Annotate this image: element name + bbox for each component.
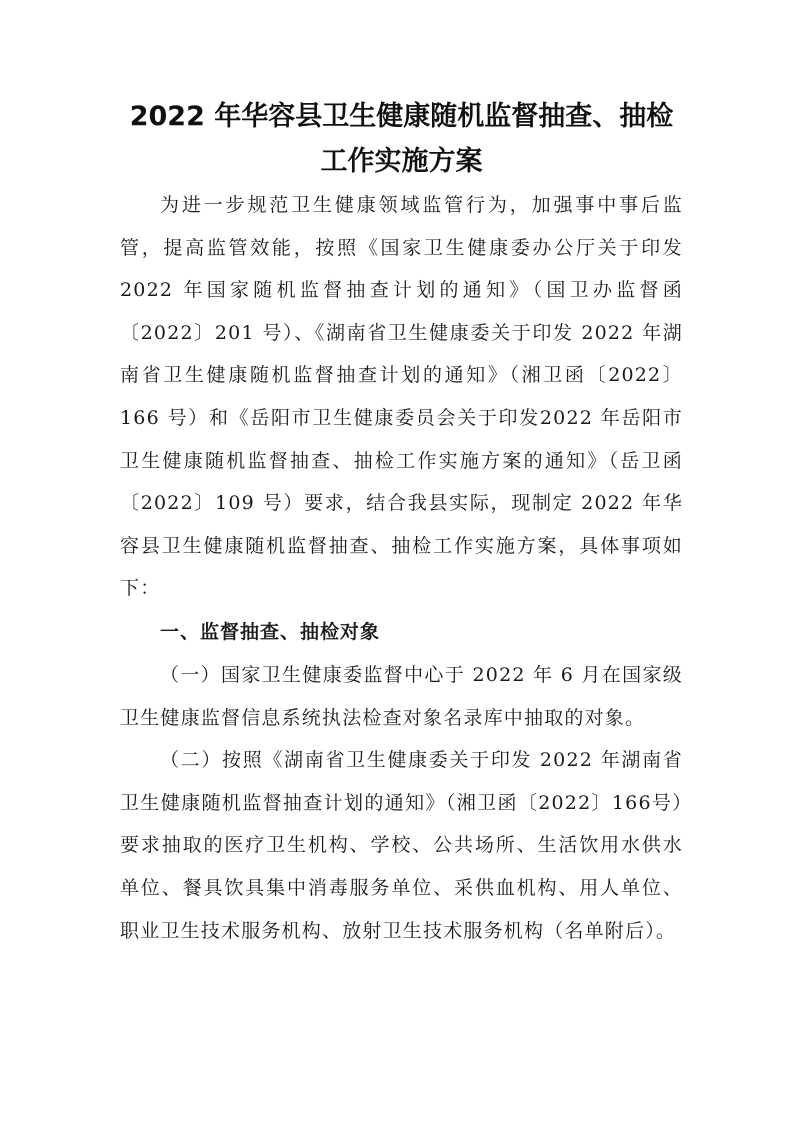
intro-paragraph: 为进一步规范卫生健康领域监管行为，加强事中事后监管，提高监管效能，按照《国家卫生健康委办公厅关于印发2022 年国家随机监督抽查计划的通知》（国卫办监督函〔2022〕201 号）、《湖南省卫生健康委关于印发 2022 年湖南省卫生健康随机监督抽查计划的通知》（湘卫函〔2022〕166 号）和《岳阳市卫生健康委员会关于印发2022 年岳阳市卫生健康随机监督抽查、抽检工作实施方案的通知》（岳卫函〔2022〕109 号）要求，结合我县实际，现制定 2022 年华容县卫生健康随机监督抽查、抽检工作实施方案，具体事项如下：	[120, 194, 683, 600]
title-line-1: 2022 年华容县卫生健康随机监督抽查、抽检	[129, 101, 674, 132]
title-line-2: 工作实施方案	[320, 146, 483, 177]
document-title	[120, 94, 683, 184]
document-body	[120, 184, 683, 952]
section-heading-1: 一、监督抽查、抽检对象	[160, 620, 381, 643]
item-paragraph-1: （一）国家卫生健康委监督中心于 2022 年 6 月在国家级卫生健康监督信息系统执法检查对象名录库中抽取的对象。	[120, 663, 683, 729]
item-paragraph-2: （二）按照《湖南省卫生健康委关于印发 2022 年湖南省卫生健康随机监督抽查计划的通知》（湘卫函〔2022〕166号）要求抽取的医疗卫生机构、学校、公共场所、生活饮用水供水单位、餐具饮具集中消毒服务单位、采供血机构、用人单位、职业卫生技术服务机构、放射卫生技术服务机构（名单附后）。	[120, 749, 683, 942]
